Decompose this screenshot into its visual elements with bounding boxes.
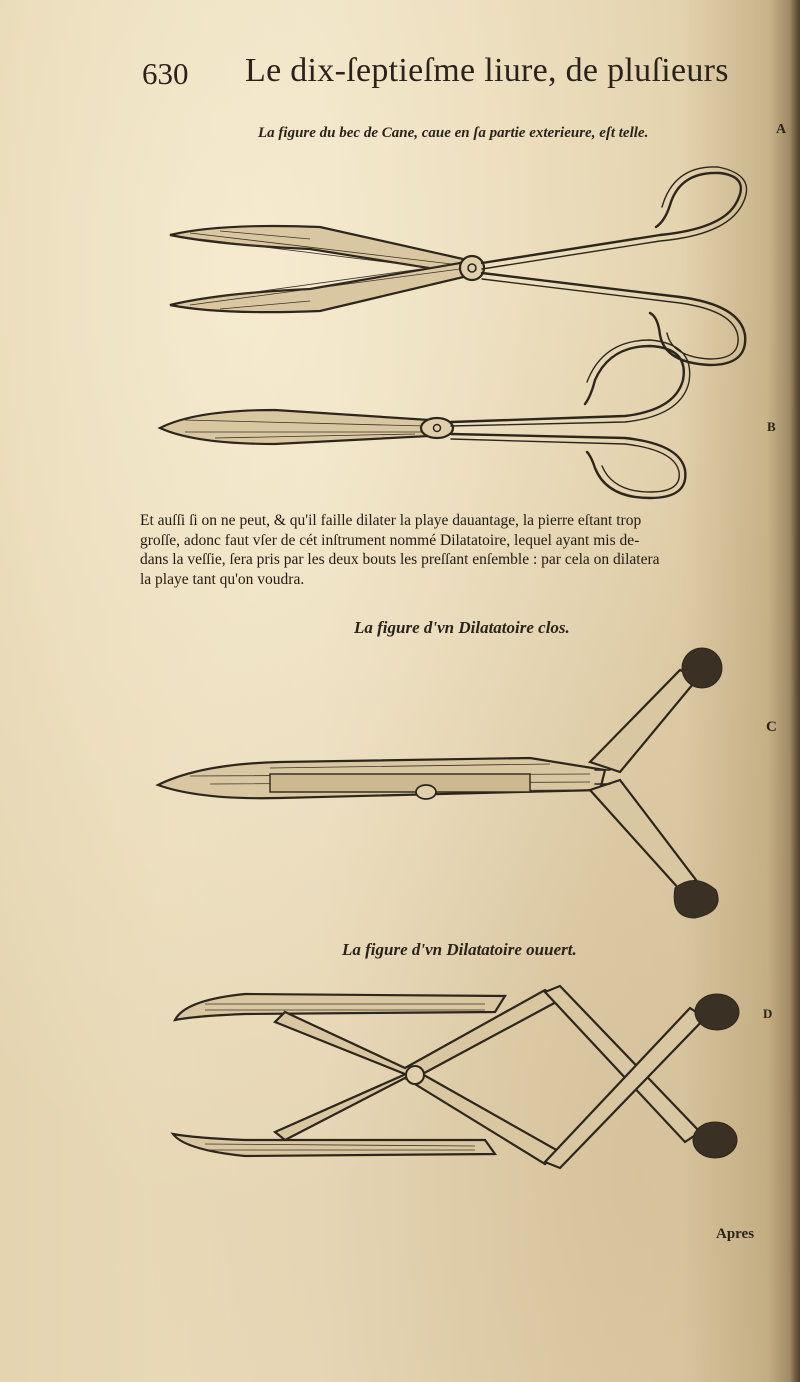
closed-dilator-illustration xyxy=(150,640,740,925)
margin-letter-d: D xyxy=(763,1006,773,1021)
running-title: Le dix-ſeptieſme liure, de pluſieurs xyxy=(245,52,729,89)
catchword: Apres xyxy=(716,1226,755,1242)
open-dilator-illustration xyxy=(165,982,750,1177)
margin-letter-b: B xyxy=(767,419,776,434)
figure-caption-bec-de-cane: La figure du bec de Cane, caue en ſa partie exterieure, eſt telle. xyxy=(258,125,649,141)
margin-letter-c: C xyxy=(766,719,777,735)
paragraph-line-4: la playe tant qu'on voudra. xyxy=(140,570,305,588)
paragraph-line-2: groſſe, adonc faut vſer de cét inſtrument nommé Dilatatoire, lequel ayant mis de- xyxy=(140,531,640,549)
running-head xyxy=(142,52,729,100)
page-edge-shadow xyxy=(790,0,800,1382)
margin-letter-a: A xyxy=(776,122,787,137)
closed-forceps-illustration xyxy=(155,340,755,505)
body-paragraph xyxy=(140,511,772,589)
paragraph-line-1: Et auſſi ſi on ne peut, & qu'il faille dilater la playe dauantage, la pierre eſtant trop xyxy=(140,512,642,529)
figure-caption-dilatatoire-clos: La figure d'vn Dilatatoire clos. xyxy=(354,618,570,637)
figure-caption-dilatatoire-ouuert: La figure d'vn Dilatatoire ouuert. xyxy=(342,940,577,959)
paragraph-line-3: dans la veſſie, ſera pris par les deux bouts les preſſant enſemble : par cela on dilatera xyxy=(140,551,660,568)
page-number: 630 xyxy=(142,56,189,91)
